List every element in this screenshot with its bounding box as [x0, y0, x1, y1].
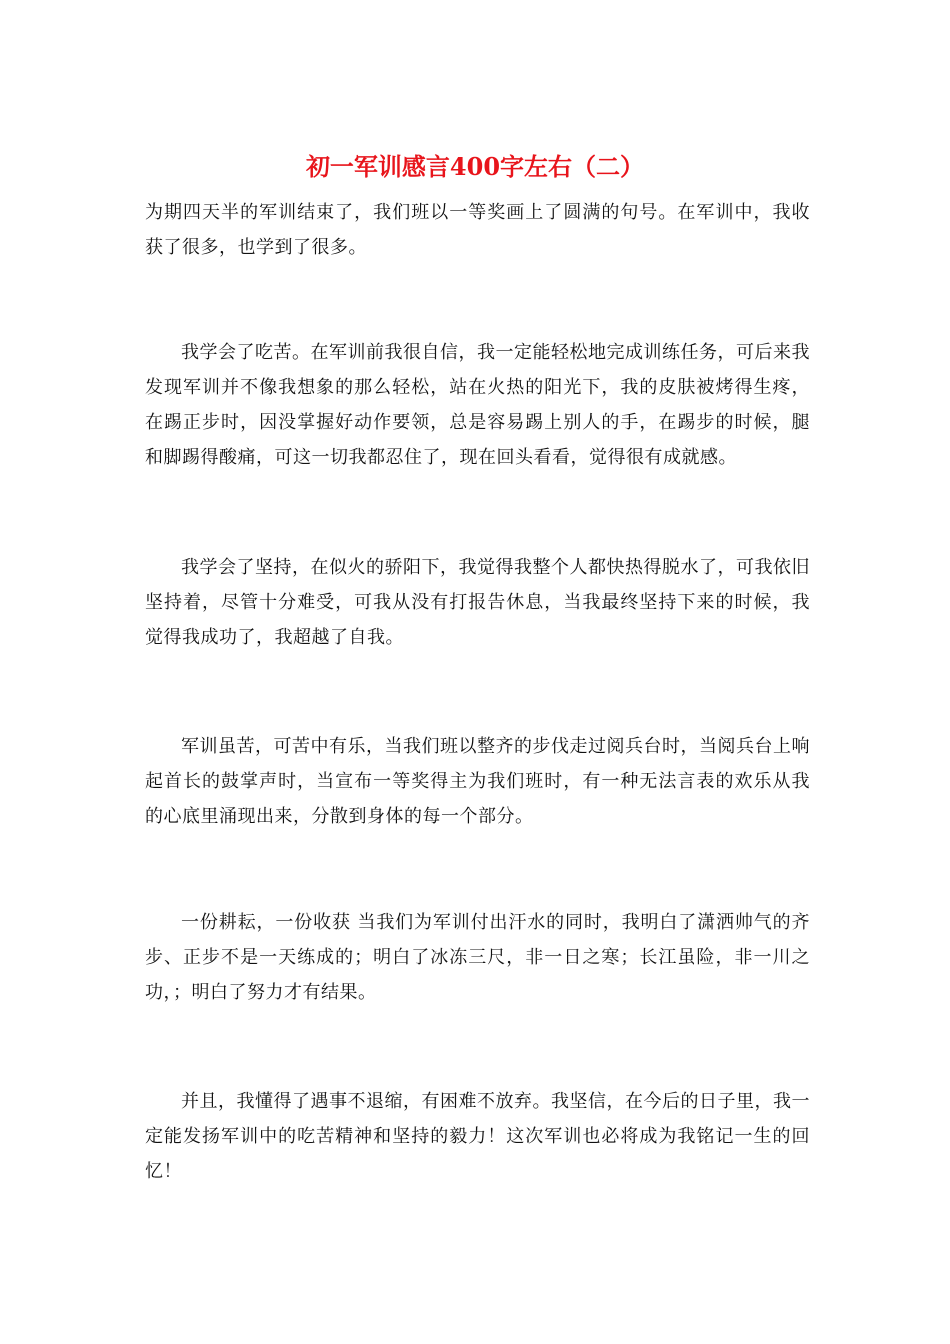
paragraph-reward: 一份耕耘，一份收获 当我们为军训付出汗水的同时，我明白了潇洒帅气的齐步、正步不是一天练成的；明白了冰冻三尺，非一日之寒；长江虽险，非一川之功，；明白了努力才有结果。	[145, 912, 810, 1003]
paragraph-intro: 为期四天半的军训结束了，我们班以一等奖画上了圆满的句号。在军训中，我收获了很多，也学到了很多。	[145, 202, 810, 258]
paragraph-conclusion: 并且，我懂得了遇事不退缩，有困难不放弃。我坚信，在今后的日子里，我一定能发扬军训中的吃苦精神和坚持的毅力！这次军训也必将成为我铭记一生的回忆！	[145, 1091, 810, 1182]
paragraph-joy: 军训虽苦，可苦中有乐，当我们班以整齐的步伐走过阅兵台时，当阅兵台上响起首长的鼓掌声时，当宣布一等奖得主为我们班时，有一种无法言表的欢乐从我的心底里涌现出来，分散到身体的每一个部分。	[145, 736, 810, 827]
paragraph-hardship: 我学会了吃苦。在军训前我很自信，我一定能轻松地完成训练任务，可后来我发现军训并不像我想象的那么轻松，站在火热的阳光下，我的皮肤被烤得生疼，在踢正步时，因没掌握好动作要领，总是容易踢上别人的手，在踢步的时候，腿和脚踢得酸痛，可这一切我都忍住了，现在回头看看，觉得很有成就感。	[145, 342, 810, 468]
paragraph-persistence: 我学会了坚持，在似火的骄阳下，我觉得我整个人都快热得脱水了，可我依旧坚持着，尽管十分难受，可我从没有打报告休息，当我最终坚持下来的时候，我觉得我成功了，我超越了自我。	[145, 557, 810, 648]
document-title: 初一军训感言400字左右（二）	[305, 152, 645, 181]
